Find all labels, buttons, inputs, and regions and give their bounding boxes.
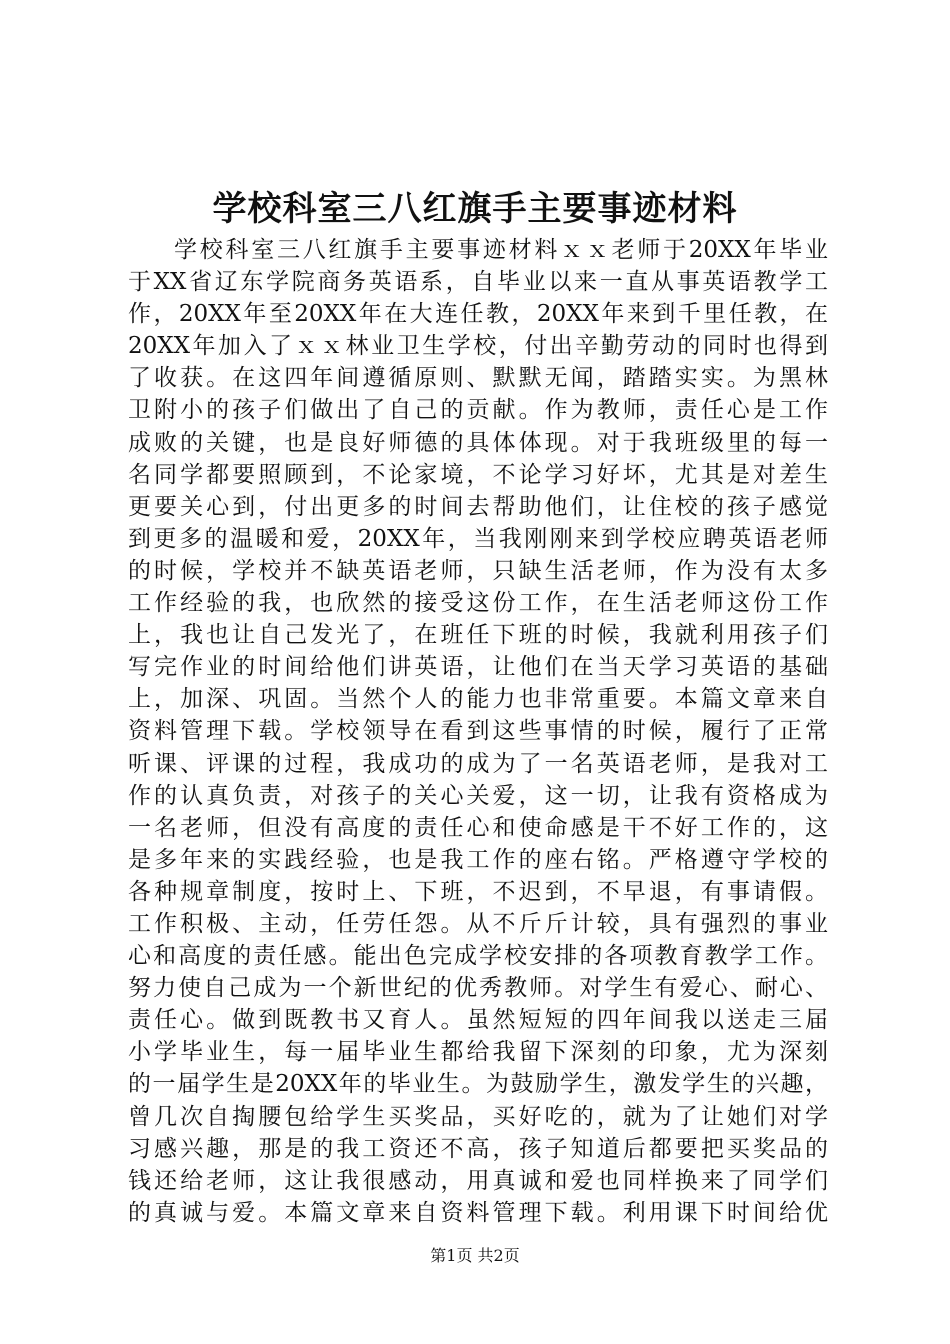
body-line: 名同学都要照顾到，不论家境，不论学习好坏，尤其是对差生 bbox=[128, 461, 828, 488]
body-line: 钱还给老师，这让我很感动，用真诚和爱也同样换来了同学们 bbox=[128, 1167, 828, 1194]
body-line: 各种规章制度，按时上、下班，不迟到，不早退，有事请假。 bbox=[128, 878, 828, 905]
body-line: 曾几次自掏腰包给学生买奖品，买好吃的，就为了让她们对学 bbox=[128, 1103, 828, 1130]
body-line: 学校科室三八红旗手主要事迹材料ｘｘ老师于20XX年毕业 bbox=[174, 237, 828, 263]
body-line: 一名老师，但没有高度的责任心和使命感是干不好工作的，这 bbox=[128, 814, 828, 841]
body-line: 听课、评课的过程，我成功的成为了一名英语老师，是我对工 bbox=[128, 750, 828, 777]
body-line: 20XX年加入了ｘｘ林业卫生学校，付出辛勤劳动的同时也得到 bbox=[128, 333, 828, 360]
body-line: 工作经验的我，也欣然的接受这份工作，在生活老师这份工作 bbox=[128, 590, 828, 617]
body-line: 成败的关键，也是良好师德的具体体现。对于我班级里的每一 bbox=[128, 429, 828, 456]
body-line: 更要关心到，付出更多的时间去帮助他们，让住校的孩子感觉 bbox=[128, 493, 828, 520]
body-line: 上，我也让自己发光了，在班任下班的时候，我就利用孩子们 bbox=[128, 622, 828, 649]
body-line: 的真诚与爱。本篇文章来自资料管理下载。利用课下时间给优 bbox=[128, 1199, 828, 1226]
document-title: 学校科室三八红旗手主要事迹材料 bbox=[212, 189, 738, 229]
body-line: 工作积极、主动，任劳任怨。从不斤斤计较，具有强烈的事业 bbox=[128, 910, 828, 937]
body-line: 写完作业的时间给他们讲英语，让他们在当天学习英语的基础 bbox=[128, 654, 828, 681]
body-line: 责任心。做到既教书又育人。虽然短短的四年间我以送走三届 bbox=[128, 1007, 828, 1034]
body-line: 的一届学生是20XX年的毕业生。为鼓励学生，激发学生的兴趣， bbox=[128, 1071, 828, 1098]
body-line: 到更多的温暖和爱，20XX年，当我刚刚来到学校应聘英语老师 bbox=[128, 525, 828, 552]
body-line: 卫附小的孩子们做出了自己的贡献。作为教师，责任心是工作 bbox=[128, 397, 828, 424]
body-line: 作的认真负责，对孩子的关心关爱，这一切，让我有资格成为 bbox=[128, 782, 828, 809]
body-line: 了收获。在这四年间遵循原则、默默无闻，踏踏实实。为黑林 bbox=[128, 365, 828, 392]
document-body bbox=[128, 234, 828, 1229]
body-line: 心和高度的责任感。能出色完成学校安排的各项教育教学工作。 bbox=[128, 943, 828, 970]
page-footer: 第1页 共2页 bbox=[430, 1246, 520, 1265]
body-line: 资料管理下载。学校领导在看到这些事情的时候，履行了正常 bbox=[128, 718, 828, 745]
body-line: 习感兴趣，那是的我工资还不高，孩子知道后都要把买奖品的 bbox=[128, 1135, 828, 1162]
body-line: 的时候，学校并不缺英语老师，只缺生活老师，作为没有太多 bbox=[128, 557, 828, 584]
body-line: 上，加深、巩固。当然个人的能力也非常重要。本篇文章来自 bbox=[128, 686, 828, 713]
body-line: 努力使自己成为一个新世纪的优秀教师。对学生有爱心、耐心、 bbox=[128, 975, 828, 1002]
body-line: 于XX省辽东学院商务英语系，自毕业以来一直从事英语教学工 bbox=[128, 269, 828, 296]
body-line: 小学毕业生，每一届毕业生都给我留下深刻的印象，尤为深刻 bbox=[128, 1039, 828, 1066]
body-line: 作，20XX年至20XX年在大连任教，20XX年来到千里任教，在 bbox=[128, 301, 828, 328]
body-line: 是多年来的实践经验，也是我工作的座右铭。严格遵守学校的 bbox=[128, 846, 828, 873]
